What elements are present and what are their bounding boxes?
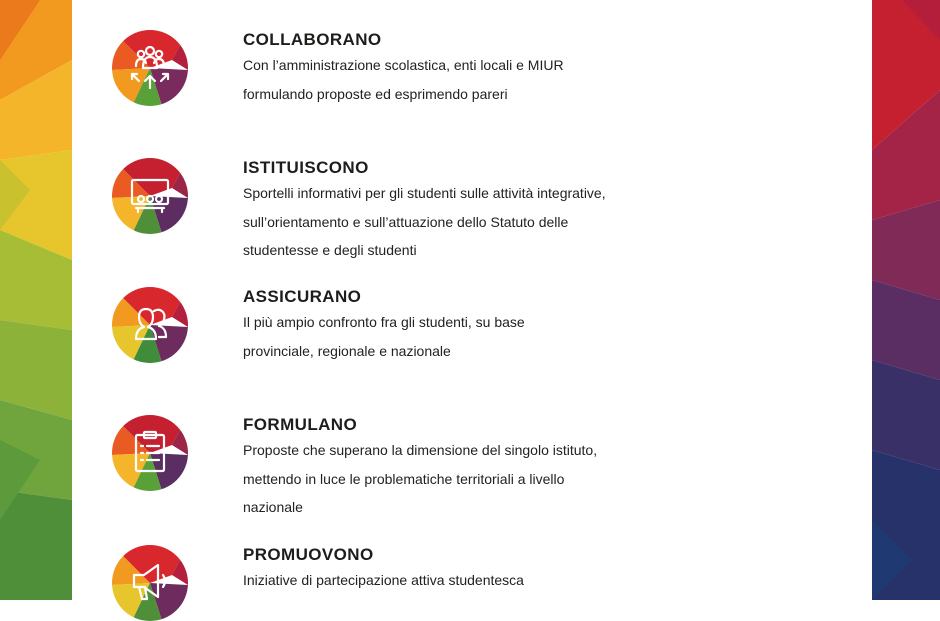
item-description-line: Proposte che superano la dimensione del singolo istituto,	[243, 442, 598, 458]
item-description-line: Il più ampio confronto fra gli studenti, su base	[243, 314, 525, 330]
item-heading: ISTITUISCONO	[243, 158, 369, 177]
item-description-line: Con l’amministrazione scolastica, enti locali e MIUR	[243, 57, 564, 73]
right-decorative-border	[872, 0, 940, 600]
left-decorative-border	[0, 0, 72, 600]
item-heading: FORMULANO	[243, 415, 358, 434]
information-desk-icon	[112, 158, 188, 234]
group-collaboration-icon	[112, 30, 188, 106]
item-description-line: studentesse e degli studenti	[243, 242, 417, 258]
item-heading: COLLABORANO	[243, 30, 382, 49]
item-description-line: Iniziative di partecipazione attiva studentesca	[243, 572, 524, 588]
item-description-line: sull’orientamento e sull’attuazione dello Statuto delle	[243, 213, 569, 230]
megaphone-icon	[112, 545, 188, 621]
item-description-line: Sportelli informativi per gli studenti sulle attività integrative,	[243, 185, 606, 201]
item-description-line: nazionale	[243, 499, 303, 515]
item-heading: PROMUOVONO	[243, 545, 374, 564]
people-comparison-icon	[112, 287, 188, 363]
item-description-line: formulando proposte ed esprimendo pareri	[243, 85, 508, 102]
content-panel	[72, 0, 872, 600]
item-description-line: provinciale, regionale e nazionale	[243, 342, 451, 359]
clipboard-list-icon	[112, 415, 188, 491]
item-description-line: mettendo in luce le problematiche territoriali a livello	[243, 470, 565, 487]
item-heading: ASSICURANO	[243, 287, 362, 306]
